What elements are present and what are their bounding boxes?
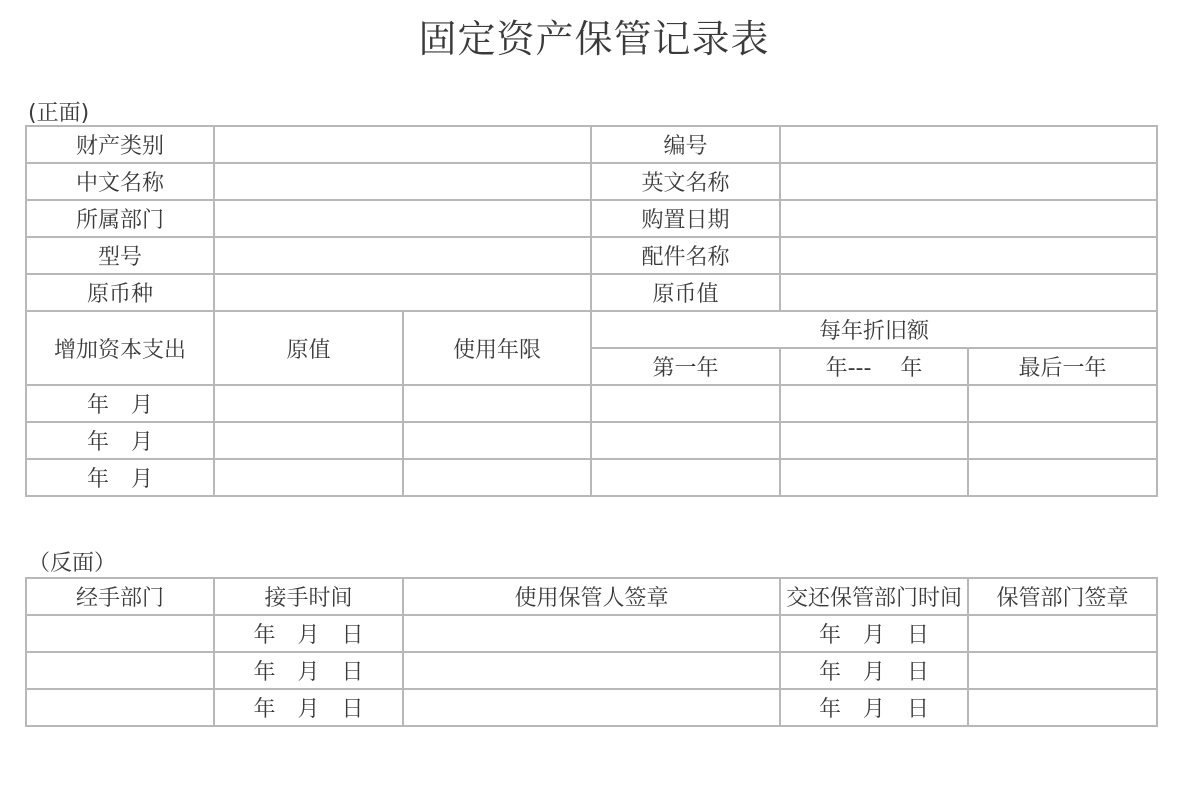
property-category-label: 财产类别 (26, 126, 214, 163)
capital-expenditure-header: 增加资本支出 (26, 311, 214, 385)
data-cell[interactable] (26, 615, 214, 652)
accessory-name-cell[interactable] (780, 237, 1157, 274)
chinese-name-label: 中文名称 (26, 163, 214, 200)
chinese-name-cell[interactable] (214, 163, 591, 200)
receive-date-cell[interactable]: 年 月 日 (214, 689, 403, 726)
handling-department-header: 经手部门 (26, 578, 214, 615)
last-year-header: 最后一年 (968, 348, 1157, 385)
table-row (26, 615, 1157, 652)
currency-cell[interactable] (214, 274, 591, 311)
front-record-table (25, 125, 1158, 497)
data-cell[interactable] (591, 459, 780, 496)
return-date-cell[interactable]: 年 月 日 (780, 689, 968, 726)
data-cell[interactable] (214, 385, 403, 422)
return-date-cell[interactable]: 年 月 日 (780, 615, 968, 652)
data-cell[interactable] (403, 385, 591, 422)
original-currency-value-label: 原币值 (591, 274, 780, 311)
table-row (26, 652, 1157, 689)
data-cell[interactable] (591, 422, 780, 459)
data-cell[interactable] (968, 422, 1157, 459)
data-cell[interactable] (214, 422, 403, 459)
data-cell[interactable] (780, 459, 968, 496)
data-cell[interactable] (26, 689, 214, 726)
page-title: 固定资产保管记录表 (418, 17, 770, 61)
table-row (26, 689, 1157, 726)
data-cell[interactable] (403, 459, 591, 496)
table-row (26, 311, 1157, 348)
back-record-table (25, 577, 1158, 727)
department-label: 所属部门 (26, 200, 214, 237)
data-cell[interactable] (26, 652, 214, 689)
accessory-name-label: 配件名称 (591, 237, 780, 274)
data-cell[interactable] (780, 422, 968, 459)
table-row (26, 126, 1157, 163)
table-row (26, 385, 1157, 422)
original-currency-value-cell[interactable] (780, 274, 1157, 311)
data-cell[interactable] (968, 385, 1157, 422)
data-cell[interactable] (968, 459, 1157, 496)
useful-life-header: 使用年限 (403, 311, 591, 385)
data-cell[interactable] (780, 385, 968, 422)
table-row (26, 578, 1157, 615)
model-label: 型号 (26, 237, 214, 274)
data-cell[interactable] (403, 615, 780, 652)
receive-date-cell[interactable]: 年 月 日 (214, 615, 403, 652)
serial-number-label: 编号 (591, 126, 780, 163)
custody-department-signature-header: 保管部门签章 (968, 578, 1157, 615)
data-cell[interactable] (591, 385, 780, 422)
year-month-cell: 年 月 (26, 385, 214, 422)
original-value-header: 原值 (214, 311, 403, 385)
department-cell[interactable] (214, 200, 591, 237)
property-category-cell[interactable] (214, 126, 591, 163)
table-row (26, 200, 1157, 237)
return-time-header: 交还保管部门时间 (780, 578, 968, 615)
purchase-date-cell[interactable] (780, 200, 1157, 237)
currency-label: 原币种 (26, 274, 214, 311)
data-cell[interactable] (214, 459, 403, 496)
table-row (26, 274, 1157, 311)
table-row (26, 237, 1157, 274)
data-cell[interactable] (968, 615, 1157, 652)
english-name-cell[interactable] (780, 163, 1157, 200)
annual-depreciation-header: 每年折旧额 (591, 311, 1157, 348)
year-month-cell: 年 月 (26, 459, 214, 496)
front-section-label: (正面) (28, 101, 90, 126)
year-range-header: 年--- 年 (780, 348, 968, 385)
model-cell[interactable] (214, 237, 591, 274)
receive-time-header: 接手时间 (214, 578, 403, 615)
first-year-header: 第一年 (591, 348, 780, 385)
serial-number-cell[interactable] (780, 126, 1157, 163)
purchase-date-label: 购置日期 (591, 200, 780, 237)
data-cell[interactable] (403, 422, 591, 459)
table-row (26, 459, 1157, 496)
data-cell[interactable] (403, 689, 780, 726)
receive-date-cell[interactable]: 年 月 日 (214, 652, 403, 689)
custodian-signature-header: 使用保管人签章 (403, 578, 780, 615)
data-cell[interactable] (968, 689, 1157, 726)
table-row (26, 163, 1157, 200)
data-cell[interactable] (968, 652, 1157, 689)
english-name-label: 英文名称 (591, 163, 780, 200)
year-month-cell: 年 月 (26, 422, 214, 459)
data-cell[interactable] (403, 652, 780, 689)
return-date-cell[interactable]: 年 月 日 (780, 652, 968, 689)
table-row (26, 422, 1157, 459)
back-section-label: （反面） (28, 551, 117, 576)
